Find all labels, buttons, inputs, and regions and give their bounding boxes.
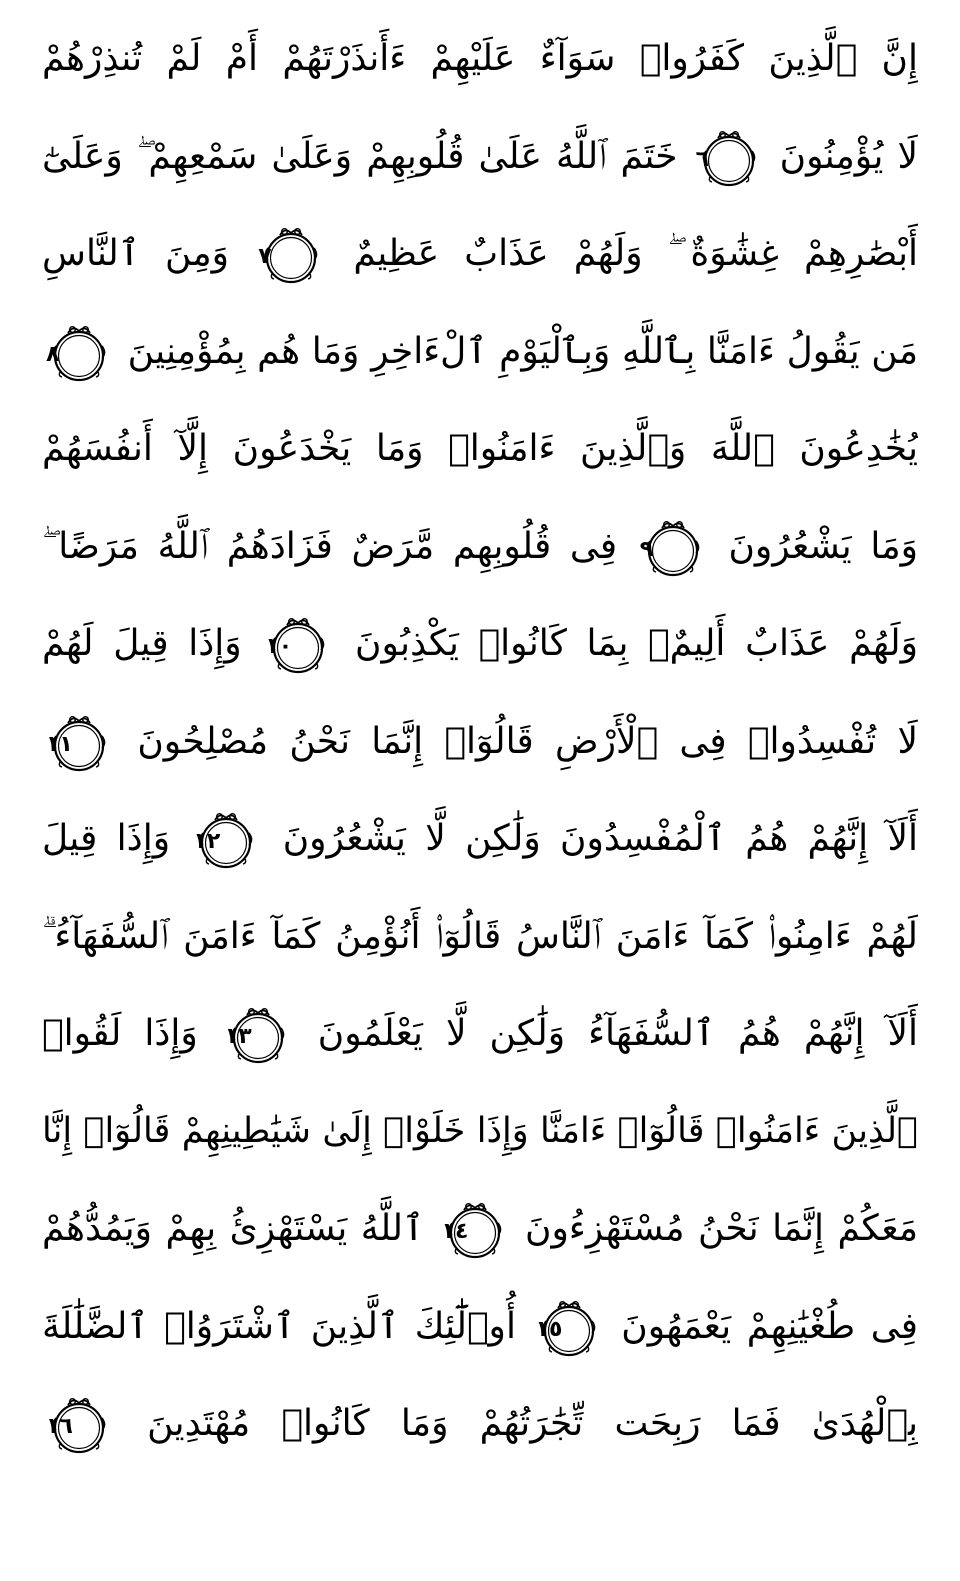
text-line	[42, 1375, 918, 1473]
verse-text: فِى قُلُوبِهِم مَّرَضٌ فَزَادَهُمُ ٱللَّهُ مَرَضًا ۖ	[42, 525, 618, 567]
verse-text: وَإِذَا قِيلَ لَهُمْ	[42, 623, 242, 664]
ayah-end-marker	[225, 1002, 291, 1068]
ayah-number: ١٤	[441, 1219, 469, 1244]
text-line	[42, 205, 918, 303]
verse-text: يُخَٰدِعُونَ ٱللَّهَ وَٱلَّذِينَ ءَامَنُوا۟ وَمَا يَخْدَعُونَ إِلَّآ أَنفُسَهُمْ	[42, 428, 918, 469]
verse-text: أَبْصَٰرِهِمْ غِشَٰوَةٌ ۖ وَلَهُمْ عَذَابٌ عَظِيمٌ	[353, 233, 918, 274]
ayah-number: ٧	[258, 244, 272, 269]
ayah-end-marker	[193, 807, 259, 873]
ayah-end-marker	[258, 222, 324, 288]
verse-text: مَن يَقُولُ ءَامَنَّا بِٱللَّهِ وَبِٱلْيَوْمِ ٱلْءَاخِرِ وَمَا هُم بِمُؤْمِنِينَ	[127, 330, 918, 372]
ayah-end-marker	[46, 710, 112, 776]
text-line	[42, 1083, 918, 1181]
ayah-end-marker	[696, 125, 762, 191]
ayah-number: ١٢	[193, 829, 221, 854]
ayah-number: ٨	[46, 341, 60, 367]
verse-text: ٱللَّهُ يَسْتَهْزِئُ بِهِمْ وَيَمُدُّهُمْ	[42, 1208, 425, 1249]
text-line	[42, 400, 918, 498]
verse-text: خَتَمَ ٱللَّهُ عَلَىٰ قُلُوبِهِمْ وَعَلَىٰ سَمْعِهِمْ ۖ وَعَلَىٰٓ	[42, 135, 678, 177]
verse-text: مَعَكُمْ إِنَّمَا نَحْنُ مُسْتَهْزِءُونَ	[525, 1208, 918, 1249]
ayah-number: ١٥	[535, 1316, 563, 1342]
verse-text: لَا يُؤْمِنُونَ	[779, 135, 918, 177]
ayah-end-marker	[265, 612, 331, 678]
ayah-number: ١٣	[224, 1024, 252, 1049]
text-line	[42, 303, 918, 401]
verse-text: بِٱلْهُدَىٰ فَمَا رَبِحَت تِّجَٰرَتُهُمْ وَمَا كَانُوا۟ مُهْتَدِينَ	[147, 1403, 918, 1444]
ayah-end-marker	[536, 1295, 602, 1361]
ayah-number: ٦	[695, 146, 710, 172]
verse-text: وَإِذَا لَقُوا۟	[42, 1013, 198, 1054]
verse-text: إِنَّ ٱلَّذِينَ كَفَرُوا۟ سَوَآءٌ عَلَيْهِمْ ءَأَنذَرْتَهُمْ أَمْ لَمْ تُنذِرْهُمْ	[42, 38, 918, 79]
text-line	[42, 888, 918, 986]
text-line	[42, 1278, 918, 1376]
text-line	[42, 790, 918, 888]
verse-text: لَهُمْ ءَامِنُوا۟ كَمَآ ءَامَنَ ٱلنَّاسُ قَالُوٓا۟ أَنُؤْمِنُ كَمَآ ءَامَنَ ٱلسُّفَهَآءُ ۗ	[42, 915, 918, 957]
ayah-end-marker	[442, 1197, 508, 1263]
text-line	[42, 108, 918, 206]
ayah-number: ١١	[46, 731, 73, 757]
verse-text: أَلَآ إِنَّهُمْ هُمُ ٱلْمُفْسِدُونَ وَلَٰكِن لَّا يَشْعُرُونَ	[282, 818, 918, 859]
verse-text: وَمَا يَشْعُرُونَ	[728, 525, 918, 567]
ayah-number: ٩	[639, 536, 654, 562]
ayah-end-marker	[46, 1392, 112, 1458]
text-line	[42, 10, 918, 108]
ayah-number: ١٦	[46, 1414, 73, 1439]
ayah-end-marker	[46, 320, 112, 386]
verse-text: وَمِنَ ٱلنَّاسِ	[42, 233, 230, 274]
ayah-end-marker	[640, 515, 706, 581]
verse-text: أَلَآ إِنَّهُمْ هُمُ ٱلسُّفَهَآءُ وَلَٰكِن لَّا يَعْلَمُونَ	[317, 1013, 918, 1054]
verse-text: أُو۟لَٰٓئِكَ ٱلَّذِينَ ٱشْتَرَوُا۟ ٱلضَّلَٰلَةَ	[42, 1305, 516, 1347]
verse-text: ٱلَّذِينَ ءَامَنُوا۟ قَالُوٓا۟ ءَامَنَّا وَإِذَا خَلَوْا۟ إِلَىٰ شَيَٰطِينِهِمْ قَالُوٓا۟ إِنَّا	[42, 1110, 918, 1151]
verse-text: فِى طُغْيَٰنِهِمْ يَعْمَهُونَ	[621, 1305, 918, 1347]
verse-text: وَلَهُمْ عَذَابٌ أَلِيمٌۢ بِمَا كَانُوا۟ يَكْذِبُونَ	[355, 623, 918, 664]
text-line	[42, 595, 918, 693]
ayah-number: ١٠	[265, 634, 293, 659]
verse-text: لَا تُفْسِدُوا۟ فِى ٱلْأَرْضِ قَالُوٓا۟ إِنَّمَا نَحْنُ مُصْلِحُونَ	[137, 720, 918, 762]
text-line	[42, 1180, 918, 1278]
text-line	[42, 985, 918, 1083]
text-line	[42, 693, 918, 791]
verse-text: وَإِذَا قِيلَ	[42, 818, 171, 859]
text-line	[42, 498, 918, 596]
